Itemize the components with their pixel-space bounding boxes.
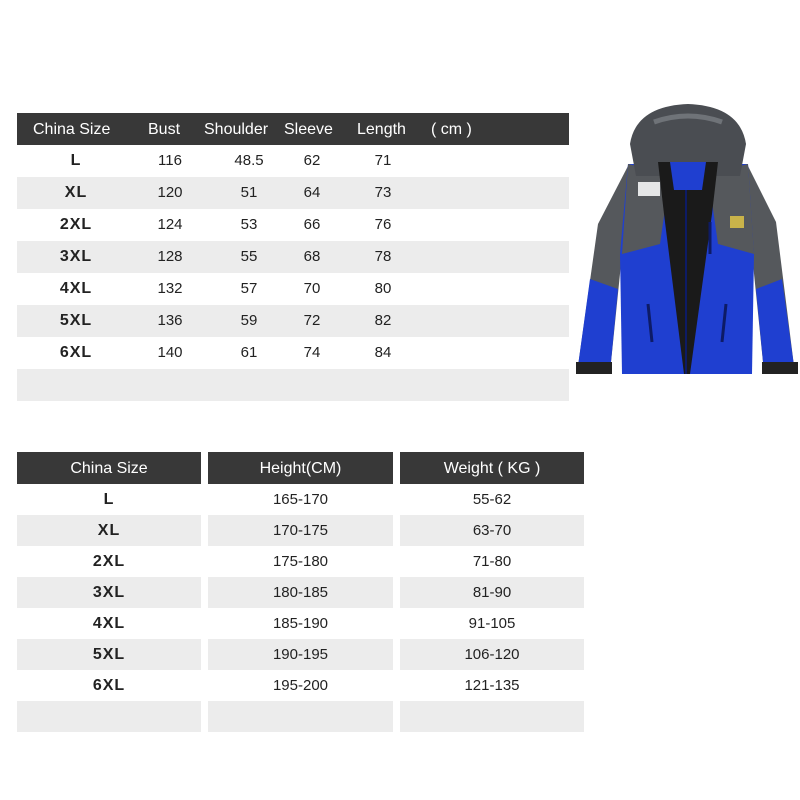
empty-cell bbox=[17, 701, 201, 732]
header-china-size: China Size bbox=[33, 121, 111, 138]
header-china-size: China Size bbox=[17, 452, 201, 484]
bust-cell: 136 bbox=[157, 312, 183, 329]
size-cell: 4XL bbox=[59, 280, 93, 297]
sleeve-cell: 62 bbox=[303, 152, 321, 169]
height-cell: 165-170 bbox=[208, 484, 393, 515]
size-cell: 5XL bbox=[59, 312, 93, 329]
shoulder-cell: 61 bbox=[240, 344, 258, 361]
length-cell: 80 bbox=[374, 280, 392, 297]
sleeve-cell: 68 bbox=[303, 248, 321, 265]
shoulder-cell: 48.5 bbox=[234, 152, 264, 169]
size-cell: XL bbox=[64, 184, 88, 201]
header-height: Height(CM) bbox=[208, 452, 393, 484]
bust-cell: 132 bbox=[157, 280, 183, 297]
fit-guide-height-column bbox=[208, 452, 393, 732]
size-cell: 6XL bbox=[17, 670, 201, 701]
size-cell: L bbox=[70, 152, 82, 169]
length-cell: 78 bbox=[374, 248, 392, 265]
size-cell: 5XL bbox=[17, 639, 201, 670]
empty-cell bbox=[400, 701, 584, 732]
weight-cell: 91-105 bbox=[400, 608, 584, 639]
size-cell: 4XL bbox=[17, 608, 201, 639]
size-cell: L bbox=[17, 484, 201, 515]
header-shoulder: Shoulder bbox=[204, 121, 269, 138]
jacket-product-image bbox=[570, 104, 800, 380]
sleeve-cell: 64 bbox=[303, 184, 321, 201]
weight-cell: 81-90 bbox=[400, 577, 584, 608]
header-length: Length bbox=[357, 121, 406, 138]
height-cell: 190-195 bbox=[208, 639, 393, 670]
sleeve-cell: 72 bbox=[303, 312, 321, 329]
fit-guide-weight-column bbox=[400, 452, 584, 732]
weight-cell: 121-135 bbox=[400, 670, 584, 701]
length-cell: 84 bbox=[374, 344, 392, 361]
size-cell: 3XL bbox=[17, 577, 201, 608]
table-row bbox=[17, 337, 569, 369]
bust-cell: 140 bbox=[157, 344, 183, 361]
shoulder-cell: 55 bbox=[240, 248, 258, 265]
size-cell: XL bbox=[17, 515, 201, 546]
sleeve-cell: 74 bbox=[303, 344, 321, 361]
height-cell: 185-190 bbox=[208, 608, 393, 639]
table-row bbox=[17, 177, 569, 209]
shoulder-cell: 59 bbox=[240, 312, 258, 329]
bust-cell: 128 bbox=[157, 248, 183, 265]
length-cell: 76 bbox=[374, 216, 392, 233]
size-cell: 3XL bbox=[59, 248, 93, 265]
table-row bbox=[17, 305, 569, 337]
header-unit: ( cm ) bbox=[431, 121, 472, 138]
length-cell: 73 bbox=[374, 184, 392, 201]
header-sleeve: Sleeve bbox=[284, 121, 333, 138]
size-cell: 6XL bbox=[59, 344, 93, 361]
length-cell: 71 bbox=[374, 152, 392, 169]
size-cell: 2XL bbox=[59, 216, 93, 233]
bust-cell: 120 bbox=[157, 184, 183, 201]
measurement-table bbox=[17, 113, 569, 401]
shoulder-cell: 53 bbox=[240, 216, 258, 233]
table-row bbox=[17, 209, 569, 241]
empty-row bbox=[17, 369, 569, 401]
measurement-table-header bbox=[17, 113, 569, 145]
weight-cell: 55-62 bbox=[400, 484, 584, 515]
height-cell: 180-185 bbox=[208, 577, 393, 608]
height-cell: 175-180 bbox=[208, 546, 393, 577]
length-cell: 82 bbox=[374, 312, 392, 329]
weight-cell: 71-80 bbox=[400, 546, 584, 577]
height-cell: 195-200 bbox=[208, 670, 393, 701]
table-row bbox=[17, 241, 569, 273]
sleeve-cell: 66 bbox=[303, 216, 321, 233]
measurement-table-body bbox=[17, 145, 569, 401]
empty-cell bbox=[208, 701, 393, 732]
shoulder-cell: 51 bbox=[240, 184, 258, 201]
table-row bbox=[17, 273, 569, 305]
weight-cell: 63-70 bbox=[400, 515, 584, 546]
sleeve-cell: 70 bbox=[303, 280, 321, 297]
table-row bbox=[17, 145, 569, 177]
height-cell: 170-175 bbox=[208, 515, 393, 546]
size-cell: 2XL bbox=[17, 546, 201, 577]
jacket-illustration bbox=[570, 104, 800, 380]
header-weight: Weight ( KG ) bbox=[400, 452, 584, 484]
shoulder-cell: 57 bbox=[240, 280, 258, 297]
fit-guide-size-column bbox=[17, 452, 201, 732]
bust-cell: 116 bbox=[158, 152, 182, 169]
bust-cell: 124 bbox=[157, 216, 183, 233]
header-bust: Bust bbox=[148, 121, 181, 138]
weight-cell: 106-120 bbox=[400, 639, 584, 670]
